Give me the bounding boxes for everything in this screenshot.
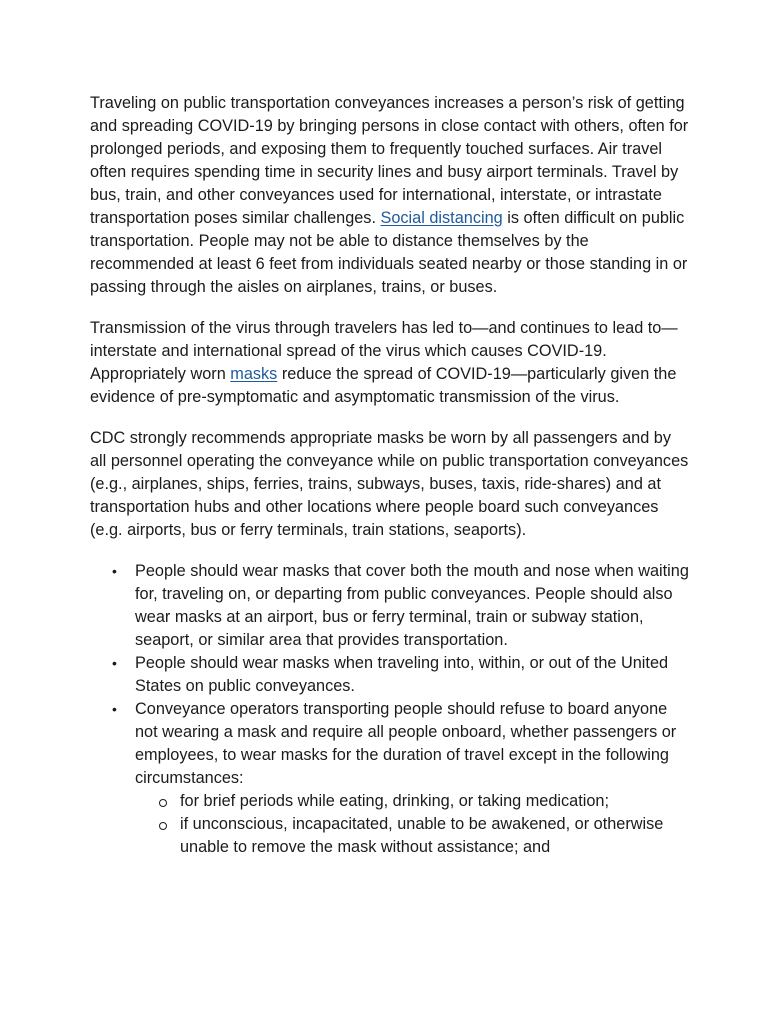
list-item (90, 560, 690, 652)
paragraph-risk-text-1: Traveling on public transportation conveyances increases a person’s risk of getting and spreading COVID-19 by bringing persons in close contact with others, often for prolonged periods, and exposing them to frequently touched surfaces. Air travel often requires spending time in security lines and busy airport terminals. Travel by bus, train, and other conveyances used for international, interstate, or intrastate transportation poses similar challenges. (90, 94, 689, 227)
list-item-text: People should wear masks when traveling into, within, or out of the United States on public conveyances. (135, 654, 669, 695)
paragraph-transmission-text-2: reduce the spread of COVID-19—particularly given the evidence of pre-symptomatic and asymptomatic transmission of the virus. (90, 365, 677, 406)
exception-list (135, 790, 690, 859)
list-item (90, 652, 690, 698)
sub-list-item-text: for brief periods while eating, drinking, or taking medication; (180, 792, 609, 810)
bullet-icon: • (112, 563, 117, 579)
hollow-circle-bullet-icon (159, 822, 167, 830)
list-item (90, 698, 690, 859)
bullet-icon: • (112, 701, 117, 717)
paragraph-risk (90, 92, 690, 299)
paragraph-cdc-recommendation: CDC strongly recommends appropriate masks be worn by all passengers and by all personnel operating the conveyance while on public transportation conveyances (e.g., airplanes, ships, ferries, trains, subways, buses, taxis, ride-shares) and at transportation hubs and other locations where people board such conveyances (e.g. airports, bus or ferry terminals, train stations, seaports). (90, 429, 689, 539)
recommendation-list (90, 560, 690, 859)
sub-list-item (135, 813, 690, 859)
document-body (90, 92, 690, 859)
list-item-text: People should wear masks that cover both the mouth and nose when waiting for, traveling on, or departing from public conveyances. People should also wear masks at an airport, bus or ferry terminal, train or subway station, seaport, or similar area that provides transportation. (135, 562, 689, 649)
sub-list-item (135, 790, 690, 813)
social-distancing-link[interactable]: Social distancing (380, 209, 503, 227)
sub-list-item-text: if unconscious, incapacitated, unable to be awakened, or otherwise unable to remove the mask without assistance; and (180, 815, 664, 856)
paragraph-transmission-text-1: Transmission of the virus through travelers has led to—and continues to lead to—interstate and international spread of the virus which causes COVID-19. Appropriately worn (90, 319, 678, 383)
list-item-text: Conveyance operators transporting people should refuse to board anyone not wearing a mask and require all people onboard, whether passengers or employees, to wear masks for the duration of travel except in the following circumstances: (135, 700, 677, 787)
hollow-circle-bullet-icon (159, 799, 167, 807)
bullet-icon: • (112, 655, 117, 671)
paragraph-risk-text-2: is often difficult on public transportation. People may not be able to distance themselves by the recommended at least 6 feet from individuals seated nearby or those standing in or passing through the aisles on airplanes, trains, or buses. (90, 209, 688, 296)
masks-link[interactable]: masks (230, 365, 278, 383)
paragraph-transmission (90, 317, 690, 409)
